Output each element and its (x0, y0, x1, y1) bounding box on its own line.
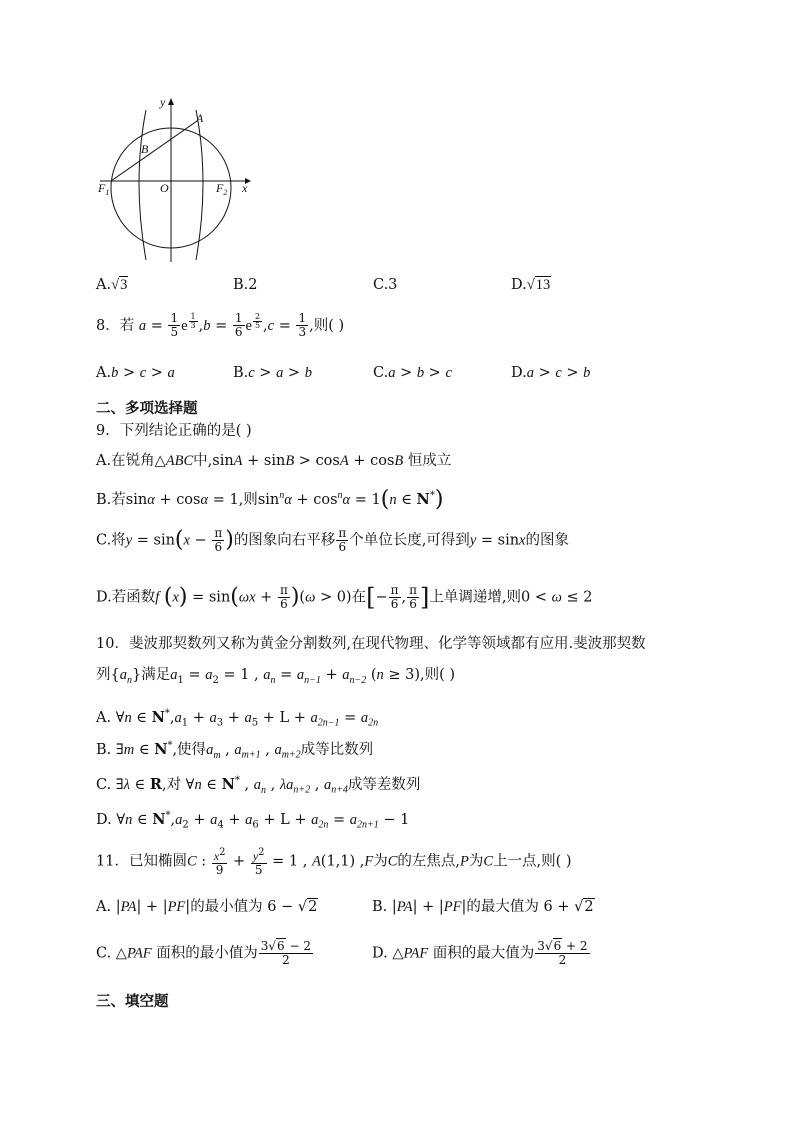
q8-stem: 8．若 a = $\frac{1}{5}$ e $^{\frac{1}{3}}$ ,b = $\frac{1}{6}$ e $^{\frac{2}{5}}$ ,c = $\frac{1}{3}$ ,则( ) (96, 311, 345, 340)
q10-option-b: B. ∃m ∈ N*,使得$a_m$ , $a_{m+1}$ , $a_{m+2}$成等比数列 (96, 740, 374, 761)
hyperbola-right-branch (196, 110, 203, 260)
q11-option-b: B. |PA| + |PF|的最大值为 6 + √2 (372, 899, 594, 915)
q8-option-d: D.a > c > b (511, 365, 591, 381)
q9-option-a: A.在锐角△ABC中,sinA + sinB > cosA + cosB 恒成立 (96, 453, 452, 469)
q7-option-d: D.√13 (511, 277, 551, 293)
q10-option-c: C. ∃λ ∈ R,对 ∀n ∈ N* , $a_n$ , $\lambda a_{n+2}$ , $a_{n+4}$成等差数列 (96, 775, 421, 796)
q11-option-a: A. |PA| + |PF|的最小值为 6 − √2 (96, 899, 318, 915)
hyperbola-left-branch (139, 110, 146, 260)
q8-option-a: A.b > c > a (96, 365, 175, 381)
q11-stem: 11．已知椭圆C : $\frac{x^2}{9}$ + $\frac{y^2}{5}$ = 1 , A(1,1) ,F为C的左焦点,P为C上一点,则( ) (96, 847, 572, 877)
label-a: A (196, 111, 204, 125)
q9-option-b: B.若sinα + cosα = 1,则$\sin^n\alpha + \cos^n\alpha = 1(n$ ∈ N*) (96, 486, 444, 512)
q7-option-b: B.2 (233, 277, 258, 293)
q11-option-d: D. △PAF 面积的最大值为 $\frac{3√6 + 2}{2}$ (372, 939, 588, 967)
q7-option-c: C.3 (373, 277, 398, 293)
label-x: x (242, 181, 248, 195)
label-o: O (160, 181, 169, 195)
q8-option-c: C.a > b > c (373, 365, 452, 381)
hyperbola-circle-figure (90, 92, 260, 270)
q10-stem-line1: 10．斐波那契数列又称为黄金分割数列,在现代物理、化学等领域都有应用.斐波那契数 (96, 636, 646, 652)
q8-option-b: B.c > a > b (233, 365, 312, 381)
label-b: B (141, 142, 149, 156)
q9-option-c: C.将y = sin(x − $\frac{\pi}{6}$ )的图象向右平移 $\frac{\pi}{6}$ 个单位长度,可得到y = sinx的图象 (96, 526, 569, 554)
q11-option-c: C. △PAF 面积的最小值为 $\frac{3√6 - 2}{2}$ (96, 939, 312, 967)
label-f2: $F_2$ (216, 181, 228, 197)
section-multiple-choice: 二、多项选择题 (96, 400, 198, 417)
y-axis-arrow (168, 98, 174, 105)
label-y: y (160, 95, 166, 109)
q9-option-d: D.若函数f (x) = sin(ωx + $\frac{\pi}{6}$ )(ω > 0)在[− $\frac{\pi}{6}$ , $\frac{\pi}{6}$ ]上单调递增,则0 < ω ≤ 2 (96, 583, 593, 612)
q7-option-a: A.√3 (96, 277, 128, 293)
label-f1: $F_1$ (98, 181, 110, 197)
q10-option-a: A. ∀n ∈ $N^*,a_1 + a_3 + a_5 + L + a_{2n-1} = a_{2n}$ (96, 708, 379, 729)
q10-option-d: D. ∀n ∈ $N^*,a_2 + a_4 + a_6 + L + a_{2n} = a_{2n+1} - 1$ (96, 810, 410, 831)
section-fill-in: 三、填空题 (96, 993, 169, 1010)
q10-stem-line2: 列$\{a_n\}$满足$a_1 = a_2 = 1$ , $a_n = a_{n-1} + a_{n-2}$ (n ≥ 3),则( ) (96, 667, 456, 686)
q9-stem: 9．下列结论正确的是( ) (96, 423, 252, 439)
